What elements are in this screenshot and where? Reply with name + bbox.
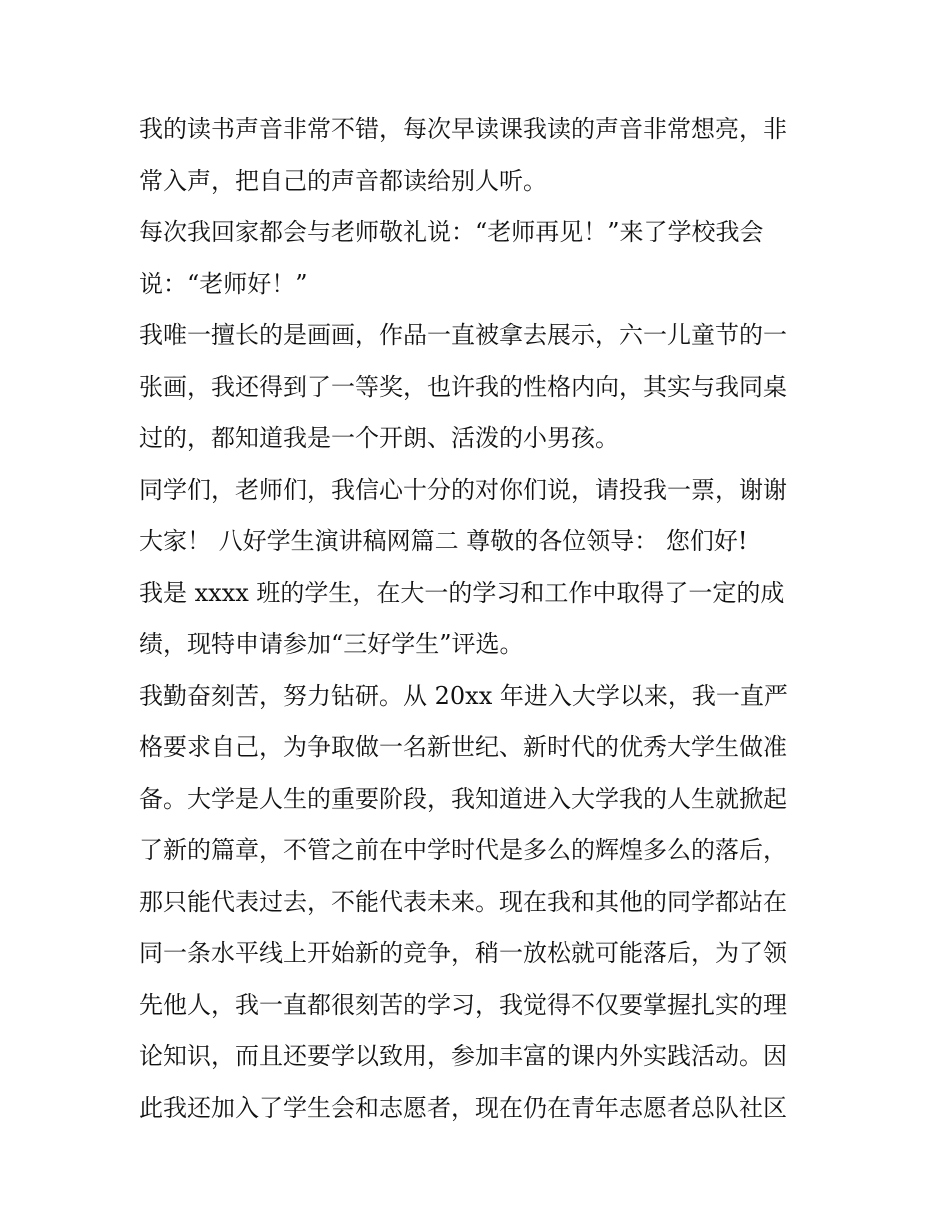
text-line: 格要求自己，为争取做一名新世纪、新时代的优秀大学生做准 (139, 733, 787, 761)
text-line: 说：“老师好！” (139, 269, 308, 298)
text-line: 绩，现特申请参加“三好学生”评选。 (139, 630, 524, 658)
text-line: 论知识，而且还要学以致用，参加丰富的课内外实践活动。因 (139, 1042, 787, 1070)
text-line: 同学们，老师们，我信心十分的对你们说，请投我一票，谢谢 (139, 475, 787, 504)
text-line: 先他人，我一直都很刻苦的学习，我觉得不仅要掌握扎实的理 (139, 990, 787, 1019)
text-line: 过的，都知道我是一个开朗、活泼的小男孩。 (139, 424, 619, 452)
document-body (139, 104, 819, 1134)
text-line: 我是 xxxx 班的学生，在大一的学习和工作中取得了一定的成 (139, 578, 785, 607)
text-line: 那只能代表过去，不能代表未来。现在我和其他的同学都站在 (139, 887, 787, 916)
text-line: 每次我回家都会与老师敬礼说：“老师再见！”来了学校我会 (139, 218, 764, 246)
text-line: 张画，我还得到了一等奖，也许我的性格内向，其实与我同桌 (139, 372, 787, 401)
text-line: 常入声，把自己的声音都读给别人听。 (139, 166, 547, 195)
text-line: 同一条水平线上开始新的竞争，稍一放松就可能落后，为了领 (139, 939, 787, 967)
text-line: 我唯一擅长的是画画，作品一直被拿去展示，六一儿童节的一 (139, 321, 787, 349)
text-line: 此我还加入了学生会和志愿者，现在仍在青年志愿者总队社区 (139, 1093, 787, 1122)
text-line: 我的读书声音非常不错，每次早读课我读的声音非常想亮，非 (139, 115, 787, 143)
text-line: 我勤奋刻苦，努力钻研。从 20xx 年进入大学以来，我一直严 (139, 681, 788, 710)
text-line: 备。大学是人生的重要阶段，我知道进入大学我的人生就掀起 (139, 784, 787, 813)
text-line: 了新的篇章，不管之前在中学时代是多么的辉煌多么的落后， (139, 836, 787, 864)
text-line: 大家！ 八好学生演讲稿网篇二 尊敬的各位领导： 您们好! (139, 527, 748, 555)
